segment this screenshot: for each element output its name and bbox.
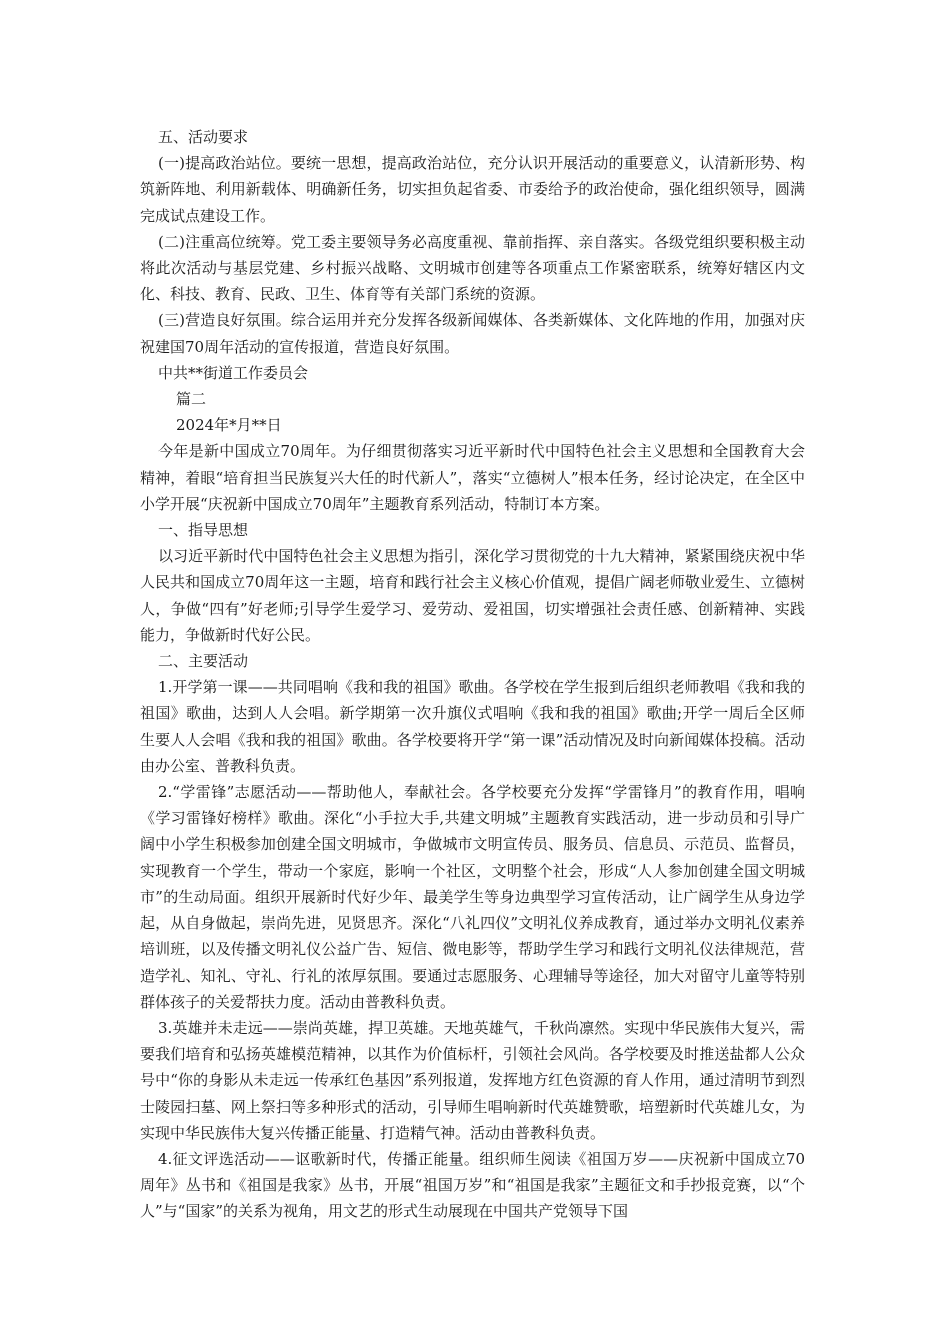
requirement-2: (二)注重高位统筹。党工委主要领导务必高度重视、靠前指挥、亲自落实。各级党组织要积极主动将此次活动与基层党建、乡村振兴战略、文明城市创建等各项重点工作紧密联系，统筹好辖区内文化、科技、教育、民政、卫生、体育等有关部门系统的资源。: [140, 232, 805, 304]
requirement-1: (一)提高政治站位。要统一思想，提高政治站位，充分认识开展活动的重要意义，认清新形势、构筑新阵地、利用新载体、明确新任务，切实担负起省委、市委给予的政治使命，强化组织领导，圆满完成试点建设工作。: [140, 154, 805, 225]
activity-3: 3.英雄并未走远——崇尚英雄，捍卫英雄。天地英雄气，千秋尚凛然。实现中华民族伟大复兴，需要我们培育和弘扬英雄模范精神，以其作为价值标杆，引领社会风尚。各学校要及时推送盐都人公众号中“你的身影从未走远一传承红色基因”系列报道，发挥地方红色资源的育人作用，通过清明节到烈士陵园扫墓、网上祭扫等多种形式的活动，引导师生唱响新时代英雄赞歌，培塑新时代英雄儿女，为实现中华民族伟大复兴传播正能量、打造精气神。活动由普教科负责。: [140, 1018, 805, 1142]
guiding-ideology: 以习近平新时代中国特色社会主义思想为指引，深化学习贯彻党的十九大精神，紧紧围绕庆祝中华人民共和国成立70周年这一主题，培育和践行社会主义核心价值观，提倡广阔老师敬业爱生、立德树人，争做“四有”好老师;引导学生爱学习、爱劳动、爱祖国，切实增强社会责任感、创新精神、实践能力，争做新时代好公民。: [140, 547, 805, 644]
activity-4: 4.征文评选活动——讴歌新时代，传播正能量。组织师生阅读《祖国万岁——庆祝新中国成立70周年》丛书和《祖国是我家》丛书，开展“祖国万岁”和“祖国是我家”主题征文和手抄报竞赛，以“个人”与“国家”的关系为视角，用文艺的形式生动展现在中国共产党领导下国: [140, 1149, 805, 1221]
requirement-3: (三)营造良好氛围。综合运用并充分发挥各级新闻媒体、各类新媒体、文化阵地的作用，加强对庆祝建国70周年活动的宣传报道，营造良好氛围。: [140, 311, 805, 356]
signature: 中共**街道工作委员会: [158, 363, 309, 382]
section-1-title: 一、指导思想: [158, 521, 249, 540]
part-two-heading: 篇二: [176, 390, 207, 409]
activity-2: 2.“学雷锋”志愿活动——帮助他人，奉献社会。各学校要充分发挥“学雷锋月”的教育作用，唱响《学习雷锋好榜样》歌曲。深化“小手拉大手,共建文明城”主题教育实践活动，进一步动员和引导广阔中小学生积极参加创建全国文明城市，争做城市文明宣传员、服务员、信息员、示范员、监督员，实现教育一个学生，带动一个家庭，影响一个社区，文明整个社会，形成“人人参加创建全国文明城市”的生动局面。组织开展新时代好少年、最美学生等身边典型学习宣传活动，让广阔学生从身边学起，从自身做起，崇尚先进，见贤思齐。深化“八礼四仪”文明礼仪养成教育，通过举办文明礼仪素养培训班，以及传播文明礼仪公益广告、短信、微电影等，帮助学生学习和践行文明礼仪法律规范，营造学礼、知礼、守礼、行礼的浓厚氛围。要通过志愿服务、心理辅导等途径，加大对留守儿童等特别群体孩子的关爱帮扶力度。活动由普教科负责。: [140, 783, 805, 1011]
document-page: [140, 124, 805, 1225]
section-5-title: 五、活动要求: [158, 128, 249, 146]
document-date: 2024年*月**日: [176, 416, 282, 435]
section-2-title: 二、主要活动: [158, 652, 249, 671]
activity-1: 1.开学第一课——共同唱响《我和我的祖国》歌曲。各学校在学生报到后组织老师教唱《我和我的祖国》歌曲，达到人人会唱。新学期第一次升旗仪式唱响《我和我的祖国》歌曲;开学一周后全区师生要人人会唱《我和我的祖国》歌曲。各学校要将开学“第一课”活动情况及时向新闻媒体投稿。活动由办公室、普教科负责。: [140, 678, 805, 775]
intro-paragraph: 今年是新中国成立70周年。为仔细贯彻落实习近平新时代中国特色社会主义思想和全国教育大会精神，着眼“培育担当民族复兴大任的时代新人”，落实“立德树人”根本任务，经讨论决定，在全区中小学开展“庆祝新中国成立70周年”主题教育系列活动，特制订本方案。: [140, 442, 805, 513]
